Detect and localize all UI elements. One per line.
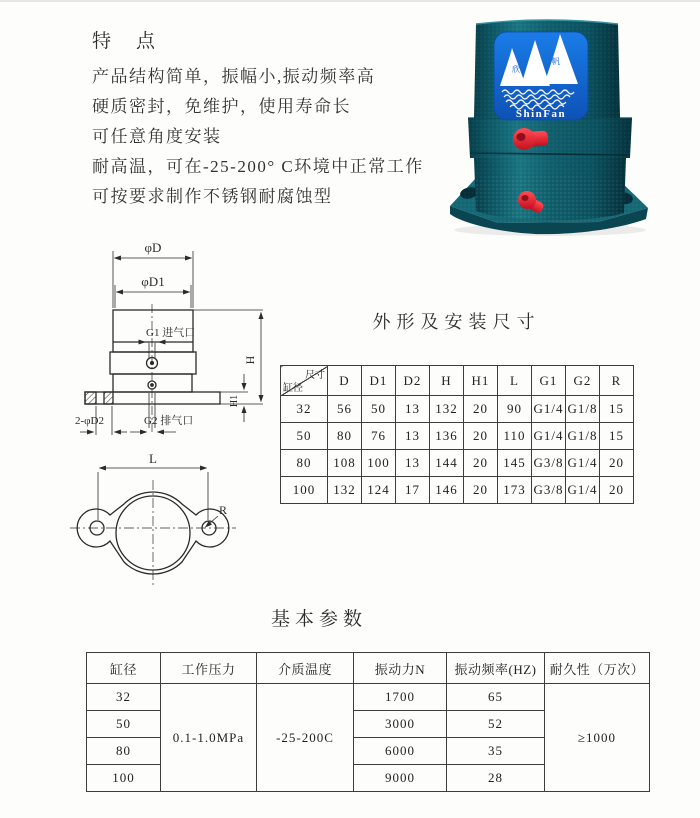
product-photo: [440, 8, 660, 236]
param-frequency-cell: 28: [447, 765, 545, 792]
dim-table-row: [281, 423, 634, 450]
scan-edge: [0, 0, 700, 2]
logo-char-left: 欣: [512, 65, 520, 74]
param-col-header: 耐久性（万次）: [545, 653, 650, 684]
dim-col-header: D2: [396, 366, 430, 396]
dim-table-cell: 124: [362, 477, 396, 504]
dim-table-cell: G3/8: [532, 477, 566, 504]
param-force-cell: 9000: [354, 765, 447, 792]
param-force-cell: 1700: [354, 684, 447, 711]
dim-table-cell: 144: [430, 450, 464, 477]
dim-label-l: L: [149, 451, 157, 466]
dim-col-header: R: [600, 366, 634, 396]
dim-table-cell: G1/4: [566, 477, 600, 504]
dim-table-cell: G1/4: [532, 423, 566, 450]
dim-table-cell: 50: [281, 423, 328, 450]
param-bore-cell: 32: [87, 684, 161, 711]
dim-corner-cell: [281, 366, 328, 396]
param-frequency-cell: 35: [447, 738, 545, 765]
dimension-drawing-svg: [58, 236, 283, 606]
dim-label-d2-holes: 2-φD2: [75, 415, 104, 427]
dim-col-header: H1: [464, 366, 498, 396]
dim-table-title: 外形及安装尺寸: [372, 312, 541, 332]
dim-table-cell: 20: [464, 423, 498, 450]
dim-table-cell: 13: [396, 450, 430, 477]
dim-table-cell: 80: [328, 423, 362, 450]
param-durability-cell: ≥1000: [545, 684, 650, 792]
dim-table-cell: 17: [396, 477, 430, 504]
dim-table-cell: 13: [396, 396, 430, 423]
dim-label-g2-outlet: G2 排气口: [144, 415, 194, 427]
dim-col-header: D: [328, 366, 362, 396]
param-bore-cell: 80: [87, 738, 161, 765]
dim-col-header: H: [430, 366, 464, 396]
corner-label-size: 尺寸: [305, 370, 325, 381]
feature-line: 产品结构简单，振幅小,振动频率高: [92, 67, 376, 86]
corner-label-bore: 缸径: [283, 383, 303, 394]
dim-table-row: [281, 396, 634, 423]
dim-table: [280, 365, 634, 504]
dim-table-cell: 56: [328, 396, 362, 423]
shinfan-logo: [494, 32, 588, 120]
dim-table-cell: 20: [600, 477, 634, 504]
dim-col-header: D1: [362, 366, 396, 396]
dim-label-h1: H1: [229, 394, 240, 408]
bottom-view-thin-lines: [70, 468, 236, 588]
dim-table-cell: 32: [281, 396, 328, 423]
dim-table-cell: 76: [362, 423, 396, 450]
feature-line: 耐高温，可在-25-200° C环境中正常工作: [92, 157, 424, 176]
dim-label-phi-d: φD: [144, 240, 162, 255]
dim-table-cell: 13: [396, 423, 430, 450]
features-section: [92, 26, 462, 212]
dim-table-cell: 20: [464, 396, 498, 423]
dim-table-cell: 132: [430, 396, 464, 423]
param-bore-cell: 100: [87, 765, 161, 792]
feature-line: 可按要求制作不锈钢耐腐蚀型: [92, 187, 333, 206]
dim-col-header: L: [498, 366, 532, 396]
technical-drawing: [58, 236, 283, 606]
param-col-header: 振动频率(HZ): [447, 653, 545, 684]
dim-label-phi-d1: φD1: [141, 274, 165, 289]
param-col-header: 振动力N: [354, 653, 447, 684]
vibrator-photo-svg: [440, 8, 660, 236]
dim-table-cell: G3/8: [532, 450, 566, 477]
dim-table-cell: 90: [498, 396, 532, 423]
dim-table-cell: 15: [600, 423, 634, 450]
param-pressure-cell: 0.1-1.0MPa: [161, 684, 257, 792]
param-temperature-cell: -25-200C: [257, 684, 354, 792]
dim-table-cell: 173: [498, 477, 532, 504]
feature-line: 硬质密封，免维护，使用寿命长: [92, 97, 351, 116]
dim-col-header: G2: [566, 366, 600, 396]
param-bore-cell: 50: [87, 711, 161, 738]
dim-table-cell: 132: [328, 477, 362, 504]
dim-header-row: [281, 366, 634, 396]
param-frequency-cell: 65: [447, 684, 545, 711]
dim-table-cell: 20: [600, 450, 634, 477]
param-frequency-cell: 52: [447, 711, 545, 738]
param-col-header: 介质温度: [257, 653, 354, 684]
dim-table-cell: 80: [281, 450, 328, 477]
dim-table-cell: 136: [430, 423, 464, 450]
param-force-cell: 3000: [354, 711, 447, 738]
param-table: [86, 652, 650, 792]
param-force-cell: 6000: [354, 738, 447, 765]
feature-line: 可任意角度安装: [92, 127, 222, 146]
dim-label-r: R: [219, 503, 228, 517]
dim-table-cell: 100: [281, 477, 328, 504]
dim-table-cell: 15: [600, 396, 634, 423]
param-col-header: 缸径: [87, 653, 161, 684]
dim-table-row: [281, 477, 634, 504]
dim-table-cell: 146: [430, 477, 464, 504]
features-title: 特 点: [92, 31, 159, 52]
dim-table-cell: 50: [362, 396, 396, 423]
dim-label-h: H: [243, 355, 257, 365]
dim-col-header: G1: [532, 366, 566, 396]
dim-table-cell: 100: [362, 450, 396, 477]
dim-table-cell: G1/4: [566, 450, 600, 477]
dim-table-cell: 20: [464, 477, 498, 504]
dim-table-cell: G1/4: [532, 396, 566, 423]
dim-label-g1-inlet: G1 进气口: [146, 327, 196, 339]
logo-char-right: 帆: [552, 57, 560, 66]
dim-table-cell: G1/8: [566, 396, 600, 423]
dim-table-cell: 145: [498, 450, 532, 477]
dim-table-cell: 108: [328, 450, 362, 477]
param-table-row: [87, 684, 650, 711]
dim-table-cell: 110: [498, 423, 532, 450]
param-table-title: 基本参数: [270, 609, 367, 630]
logo-text: ShinFan: [515, 108, 567, 120]
param-header-row: [87, 653, 650, 684]
dim-table-row: [281, 450, 634, 477]
dim-table-cell: G1/8: [566, 423, 600, 450]
param-col-header: 工作压力: [161, 653, 257, 684]
side-view: [85, 310, 220, 404]
dim-table-cell: 20: [464, 450, 498, 477]
